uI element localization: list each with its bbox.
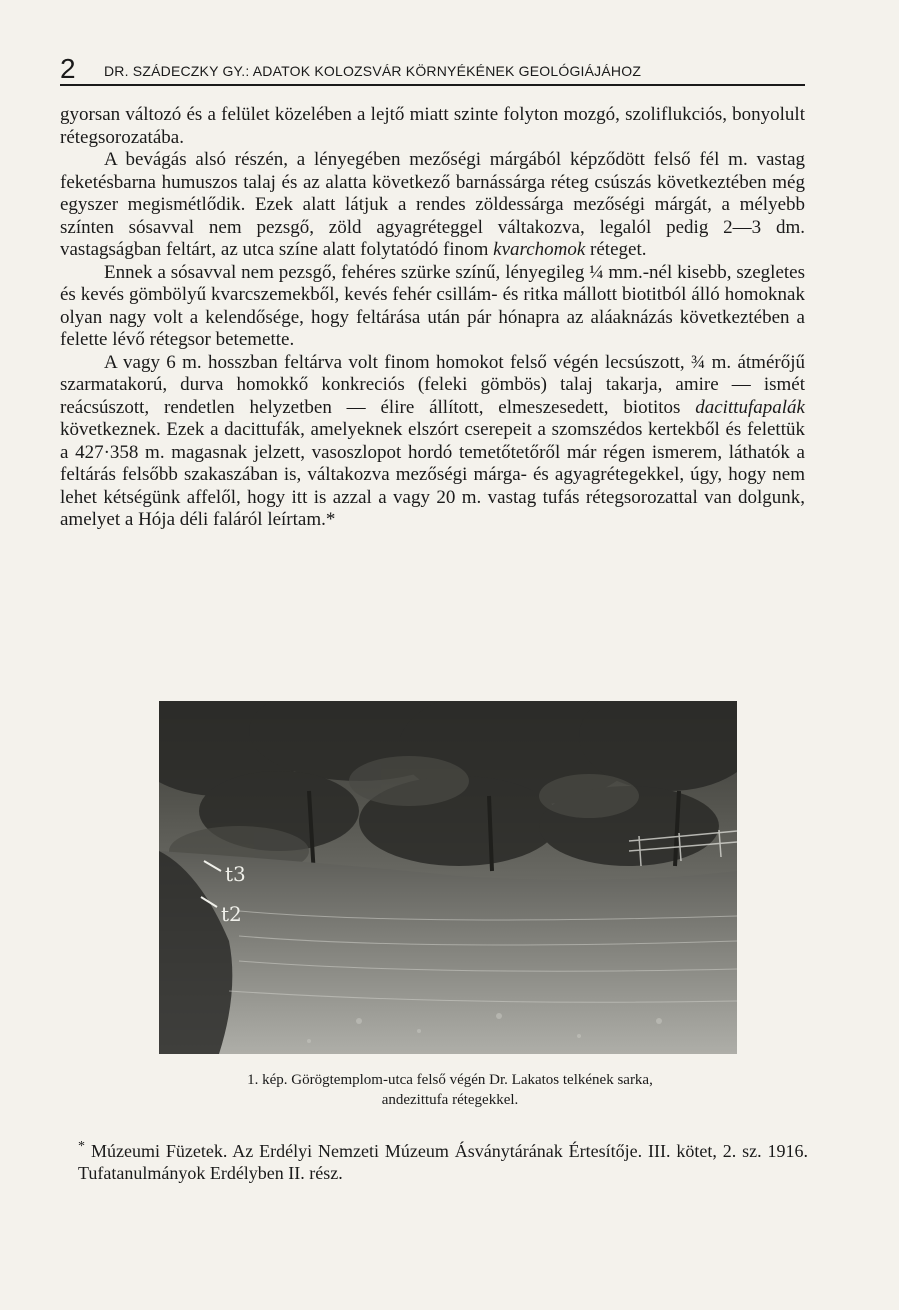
paragraph-3: Ennek a sósavval nem pezsgő, fehéres szürke színű, lényegileg ¼ mm.-nél kisebb, szegletes és kevés gömbölyű kvarcszemekből, kevés fehér csillám- és ritka mállott biotitból álló homoknak olyan nagy volt a kelendősége, hogy feltárása után pár hónapra az aláaknázás következtében a felette lévő rétegsor betemette. (60, 261, 805, 350)
footnote-mark: * (78, 1139, 85, 1154)
caption-line-2: andezittufa rétegekkel. (381, 1092, 519, 1108)
italic-term-kvarchomok: kvarchomok (493, 239, 586, 260)
italic-term-dacittufapalak: dacittufapalák (695, 396, 805, 418)
paragraph-1: gyorsan változó és a felület közelében a lejtő miatt szinte folyton mozgó, szoliflukciós, bonyolult rétegsorozatába. (60, 104, 805, 148)
footnote (78, 1136, 808, 1184)
paragraph-4-end: következnek. Ezek a dacittufák, amelyeknek elszórt cserepeit a szomszédos kertekből és felettük a 427·358 m. magasnak jelzett, vasoszlopot hordó temetőtetőről már régen ismerem, láthatók a feltárás felsőbb szakaszában is, váltakozva mezőségi márga- és agyagrétegekkel, úgy, hogy nem lehet kétségünk affelől, hogy itt is azzal a vagy 20 m. vastag tufás rétegsorozattal van dolgunk, amelyet a Hója déli faláról leírtam.* (60, 419, 805, 530)
outcrop-photo-illustration (159, 701, 737, 1054)
stratum-label-t2: t2 (221, 902, 242, 926)
body-text (60, 104, 805, 532)
figure-photo (159, 701, 737, 1054)
running-title: DR. SZÁDECZKY GY.: ADATOK KOLOZSVÁR KÖRNYÉKÉNEK GEOLÓGIÁJÁHOZ (104, 63, 642, 79)
paragraph-4 (60, 352, 805, 532)
paragraph-2 (60, 149, 805, 262)
footnote-text: Múzeumi Füzetek. Az Erdélyi Nemzeti Múzeum Ásványtárának Értesítője. III. kötet, 2. sz. 1916. Tufatanulmányok Erdélyben II. rész. (78, 1141, 808, 1183)
figure-caption (110, 1070, 790, 1110)
caption-line-1: 1. kép. Görögtemplom-utca felső végén Dr. Lakatos telkének sarka, (247, 1072, 653, 1088)
paragraph-4-text: A vagy 6 m. hosszban feltárva volt finom homokot felső végén lecsúszott, ¾ m. átmérőjű szarmatakorú, durva homokkő konkreciós (feleki gömbös) talaj takarja, amire — ismét reácsúszott, rendetlen helyzetben — élire állított, elmeszesedett, biotitos (60, 351, 805, 418)
paragraph-2-end: réteget. (585, 239, 647, 260)
page-number: 2 (60, 53, 76, 84)
paragraph-2-text: A bevágás alsó részén, a lényegében mezőségi márgából képződött felső fél m. vastag feketésbarna humuszos talaj és az alatta következő barnássárga réteg csúszás következtében még egyszer megismétlődik. Ezek alatt látjuk a rendes zöldessárga mezőségi márgát, a mélyebb színten sósavval nem pezsgő, zöld agyagréteggel váltakozva, legalól pedig 2—3 dm. vastagságban feltárt, az utca színe alatt folytatódó finom (60, 149, 805, 260)
stratum-label-t3: t3 (225, 862, 246, 886)
page-header (60, 52, 805, 86)
